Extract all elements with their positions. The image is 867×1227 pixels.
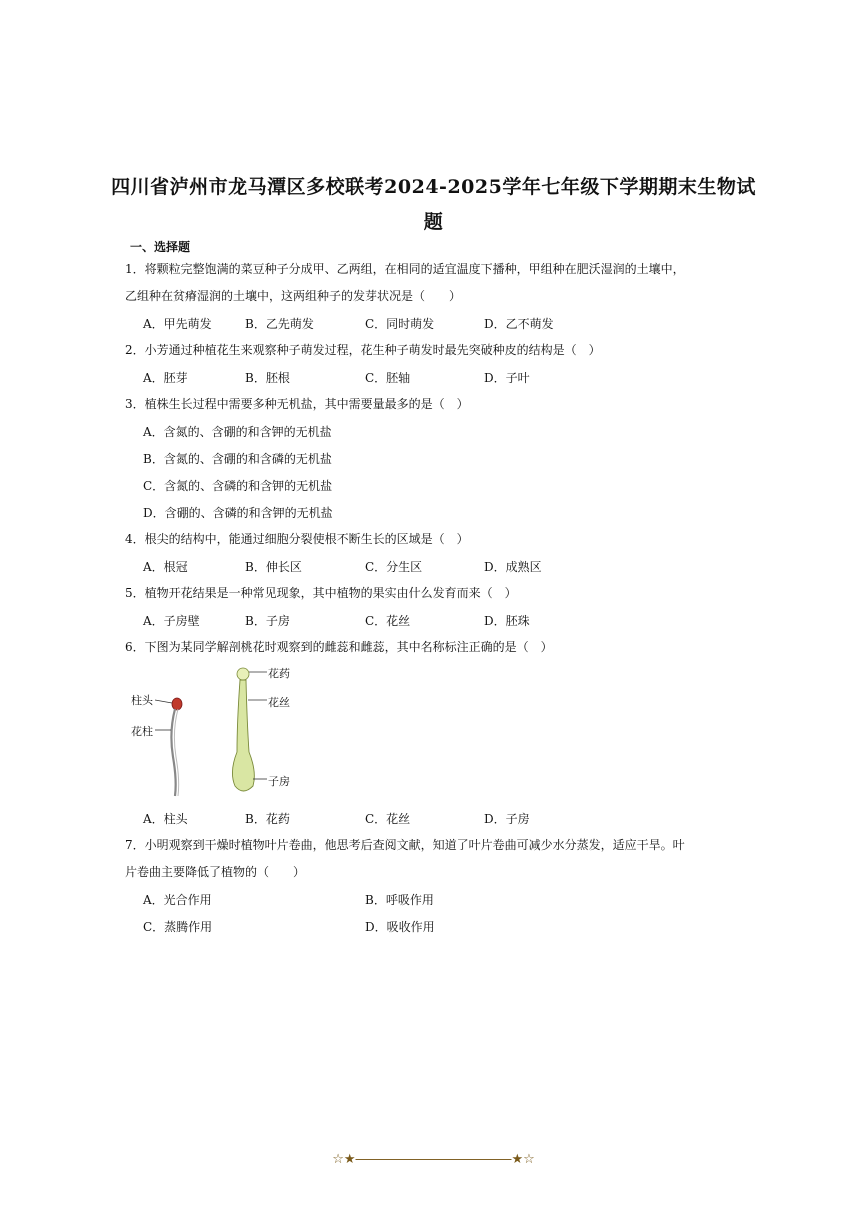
q1-option-a: A．甲先萌发 bbox=[143, 317, 212, 331]
q4-option-c: C．分生区 bbox=[365, 560, 423, 574]
q2-option-b: B．胚根 bbox=[245, 371, 290, 385]
q6-option-d: D．子房 bbox=[484, 812, 530, 826]
q6-option-c: C．花丝 bbox=[365, 812, 411, 826]
figure-label-stigma: 柱头 bbox=[131, 694, 153, 707]
section-heading: 一、选择题 bbox=[130, 240, 191, 254]
q5-option-b: B．子房 bbox=[245, 614, 290, 628]
figure-label-anther: 花药 bbox=[268, 667, 290, 680]
stigma-shape bbox=[172, 698, 182, 710]
q5-option-d: D．胚珠 bbox=[484, 614, 530, 628]
q7-option-b: B．呼吸作用 bbox=[365, 893, 434, 907]
question-6-line1: 6．下图为某同学解剖桃花时观察到的雌蕊和雌蕊，其中名称标注正确的是（ ） bbox=[125, 640, 553, 654]
q1-option-d: D．乙不萌发 bbox=[484, 317, 554, 331]
q6-option-b: B．花药 bbox=[245, 812, 290, 826]
q3-option-d: D．含硼的、含磷的和含钾的无机盐 bbox=[143, 506, 333, 520]
question-1-line2: 乙组种在贫瘠湿润的土壤中，这两组种子的发芽状况是（ ） bbox=[125, 289, 462, 303]
q7-option-d: D．吸收作用 bbox=[365, 920, 435, 934]
question-5-line1: 5．植物开花结果是一种常见现象，其中植物的果实由什么发育而来（ ） bbox=[125, 586, 517, 600]
q2-option-a: A．胚芽 bbox=[143, 371, 188, 385]
q4-option-a: A．根冠 bbox=[143, 560, 188, 574]
question-1-line1: 1．将颗粒完整饱满的菜豆种子分成甲、乙两组，在相同的适宜温度下播种，甲组种在肥沃湿润的土壤中， bbox=[125, 262, 685, 276]
question-4-line1: 4．根尖的结构中，能通过细胞分裂使根不断生长的区域是（ ） bbox=[125, 532, 469, 546]
figure-label-filament: 花丝 bbox=[268, 696, 290, 709]
question-7-line1: 7．小明观察到干燥时植物叶片卷曲，他思考后查阅文献，知道了叶片卷曲可减少水分蒸发，适应干旱。叶 bbox=[125, 838, 685, 852]
page-title-line2: 题 bbox=[423, 211, 444, 233]
q3-option-b: B．含氮的、含硼的和含磷的无机盐 bbox=[143, 452, 332, 466]
q5-option-a: A．子房壁 bbox=[143, 614, 200, 628]
question-7-line2: 片卷曲主要降低了植物的（ ） bbox=[125, 865, 306, 879]
figure-label-style: 花柱 bbox=[131, 725, 153, 738]
question-2-line1: 2．小芳通过种植花生来观察种子萌发过程，花生种子萌发时最先突破种皮的结构是（ ） bbox=[125, 343, 601, 357]
filament-shape bbox=[232, 680, 254, 791]
q1-option-c: C．同时萌发 bbox=[365, 317, 435, 331]
q1-option-b: B．乙先萌发 bbox=[245, 317, 314, 331]
q4-option-d: D．成熟区 bbox=[484, 560, 542, 574]
figure-label-ovary: 子房 bbox=[268, 775, 290, 788]
question-3-line1: 3．植株生长过程中需要多种无机盐，其中需要量最多的是（ ） bbox=[125, 397, 469, 411]
page-title-line1: 四川省泸州市龙马潭区多校联考2024-2025学年七年级下学期期末生物试 bbox=[111, 176, 756, 198]
q2-option-c: C．胚轴 bbox=[365, 371, 411, 385]
q2-option-d: D．子叶 bbox=[484, 371, 530, 385]
q7-option-c: C．蒸腾作用 bbox=[143, 920, 213, 934]
q5-option-c: C．花丝 bbox=[365, 614, 411, 628]
page-footer-ornament: ☆★――――――――――――★☆ bbox=[332, 1152, 535, 1167]
anther-shape bbox=[237, 668, 249, 680]
q3-option-a: A．含氮的、含硼的和含钾的无机盐 bbox=[143, 425, 332, 439]
q6-option-a: A．柱头 bbox=[143, 812, 188, 826]
q7-option-a: A．光合作用 bbox=[143, 893, 212, 907]
q3-option-c: C．含氮的、含磷的和含钾的无机盐 bbox=[143, 479, 333, 493]
q4-option-b: B．伸长区 bbox=[245, 560, 302, 574]
